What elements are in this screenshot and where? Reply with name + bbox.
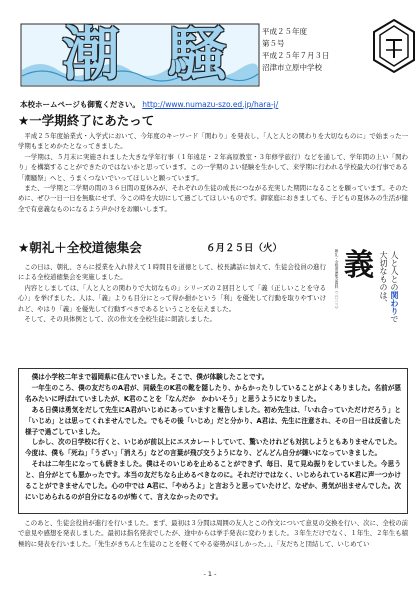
issue-date: 平成２５年７月３日 [262,51,330,60]
masthead-title [20,18,260,90]
essay-paragraph: 一年生のころ、僕の友だちのA君が、同級生のK君の靴を隠したり、からかったりしていることがよくありました。名前が悪名みたいに呼ばれていましたが、K君のことを「なんだか かわいそう」と思うようになりました。 [25,383,401,403]
section1-paragraph: 一学期は、５月末に実施されました大きな学年行事（１年遠足・２年高原教室・３年修学旅行）などを通して、学年間の上い「関わり」を構築することができたのではないかと思っています。この一学期のよい経験を生かして、来学期に行われる学校最大の行事である「潮騒祭」へと、うまくつないでいってほしいと願っています。 [18,152,408,182]
section2-after-body [18,518,408,549]
page-number: - 1 - [203,570,217,578]
issue-number: 第５号 [262,39,285,48]
section1-paragraph: 平成２５年度始業式・入学式において、今年度のキーワード「関わり」を発表し、「人と人との関わりを大切なものに」で始まった一学期もまとめかたとなってきました。 [18,132,408,151]
section2-title: ★朝礼＋全校道徳集会 [18,240,142,255]
side-box-highlight: 関わり [390,291,399,315]
side-box-gi [334,249,412,329]
side-box-caption: 朝礼・全校道徳集会資料（二〇一三） [335,249,339,311]
section2-body [18,262,326,324]
section2-after-paragraph: このあと、生徒会役員が進行を行いました。まず、最初は３分間は周囲の友人とこの作文について意見の交換を行い、次に、全校の前で意見や感想を発表しました。最初は指名発表でしたが、途中からは挙手発表に変わりました。３年生だけでなく、１年生、２年生も積極的に発表を行いました。「先生がきちんと生徒のことを軽くてやる姿勢がほしかった。」、「友だちと団結して、いじめてい [18,519,408,548]
masthead-char-2: 騒 [168,20,227,88]
side-box-line: で [390,315,399,323]
homepage-label: 本校ホームページも御覧ください。 [20,100,140,109]
essay-text [19,369,407,506]
side-box-line: 大切なもの [379,251,388,291]
section1-paragraph: また、一学期と二学期の間の３６日間の夏休みが、それぞれの生徒の成長につながる充実した期間になることを願っています。そのために、ぜひ一日一日を無駄にせず、今この時を大切にして過ごしてほしいものです。御家庭におきましても、子どもの夏休みの生活が健全で有意義なものになるよう声かけをお願いします。 [18,184,408,213]
essay-paragraph: それは二年生になっても続きました。僕はそのいじめを止めることができず、毎日、見て見ぬ振りをしていました。今思うと、自分がとても悪かったです。本当の友だちなら止めるべきなのに。それだけではなく、いじめられているK君に声一つかけることができませんでした。心の中では A君に、「やめろよ」と言おうと思っていたけど、なぜか、勇気が出ませんでした。次にいじめられるのが自分になるのが怖くて、言えなかったのです。 [25,460,401,501]
school-emblem-logo [372,18,416,74]
section2-paragraph: そして、その具体例として、次の作文を全校生徒に朗読しました。 [24,315,216,324]
section2-paragraph: 内容としましては、「人と人との関わりで大切なもの」シリーズの２回目として「義（正しいことを守る心）」を挙げました。人は、「義」よりも目分にとって得か損かという「利」を優先して行動を取りやすいけれど、やはり「義」を優先して行動すべきであるということを伝えました。 [18,283,326,313]
side-box-line: は、 [379,291,388,307]
section1-title: ★一学期終了にあたって [18,113,155,128]
school-name: 沼津市立原中学校 [262,63,322,72]
section1-body [18,131,408,214]
side-box-text [378,251,400,329]
side-box-line: 人と人との [390,251,399,291]
issue-info [262,26,382,74]
issue-year: 平成２５年度 [262,27,307,36]
homepage-link[interactable]: http://www.numazu-szo.ed.jp/hara-j/ [142,100,279,109]
essay-paragraph: 僕は小学校二年まで福岡県に住んでいました。そこで、僕が体験したことです。 [31,373,269,381]
section2-date: ６月２５日（火） [206,243,283,254]
homepage-notice [20,99,278,110]
essay-frame [18,368,408,514]
side-box-kanji: 義 [344,248,374,283]
section2-paragraph: この日は、朝礼、さらに授業を入れ替えて１時間目を道徳として、校長講話に加えて、生徒会役員の進行による全校道徳集会を実施しました。 [18,263,326,282]
essay-paragraph: ある日僕は勇気をだして先生にA君がいじめにあっていますと報告しました。初め先生は、「いれ合っていただけだろう」と「いじめ」とは思ってくれませんでした。でもその後「いじめ」だと分かり、A君は、先生に注意され、その日一日は反省した様子で過ごしていました。 [25,405,401,436]
essay-paragraph: しかし、次の日学校に行くと、いじめが前以上にエスカレートしていて、驚いたけれども対抗しようともありませんでした。今度は、僕も「死ね」「うざい」「消えろ」などの言葉が飛び交うようになり、どんどん自分が嫌いになっていきました。 [25,438,401,458]
masthead-char-1: 潮 [62,20,121,88]
